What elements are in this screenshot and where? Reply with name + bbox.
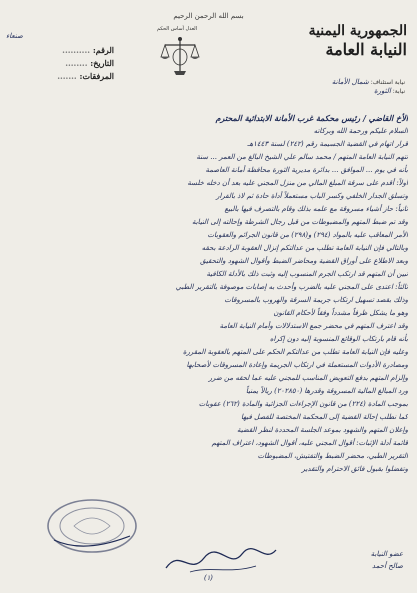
body-line: ثانياً: حاز أشياء مسروقة مع علمه بذلك وقام بالتصرف فيها بالبيع	[224, 205, 408, 213]
body-line: ومصادرة الأدوات المستعملة في ارتكاب الجريمة وإعادة المسروقات لأصحابها	[186, 361, 408, 369]
country-name: الجمهورية اليمنية	[308, 23, 407, 39]
signer-name: صالح أحمد	[372, 562, 403, 570]
body-line: وإعلان المتهم والشهود بموعد الجلسة المحددة لنظر القضية	[236, 426, 408, 434]
basmala: بسم الله الرحمن الرحيم	[173, 12, 244, 20]
official-stamp-icon	[44, 496, 140, 556]
letterhead	[0, 0, 417, 108]
appeal-office-line	[285, 78, 405, 87]
authority-title-block	[267, 22, 407, 60]
branch-office-value: الثورة	[374, 87, 391, 95]
body-line: وبالتالي فإن النيابة العامة تطلب من عدالتكم إنزال العقوبة الرادعة بحقه	[201, 244, 408, 252]
signer-block	[203, 548, 403, 572]
body-line: وبعد الاطلاع على أوراق القضية ومحاضر الضبط وأقوال الشهود والتحقيق	[200, 257, 408, 265]
body-line: بأنه في يوم ... الموافق ... بدائرة مديرية الثورة محافظة أمانة العاصمة	[205, 166, 408, 174]
scales-of-justice-emblem-icon	[160, 35, 200, 79]
authority-name: النيابة العامة	[325, 40, 407, 59]
body-line: وتفضلوا بقبول فائق الاحترام والتقدير	[301, 465, 408, 473]
branch-office-line	[285, 87, 405, 96]
reference-number-field: الرقم: ..........	[62, 45, 114, 55]
body-line: بأنه قام بارتكاب الوقائع المنسوبة إليه دون إكراه	[269, 335, 408, 343]
appeal-office-label: نيابة استئناف:	[370, 79, 405, 86]
body-line: السلام عليكم ورحمة الله وبركاته	[313, 127, 408, 135]
office-info	[285, 78, 405, 96]
reference-number-label: الرقم:	[92, 45, 114, 55]
body-line: تبين أن المتهم قد ارتكب الجرم المنسوب إليه وثبت ذلك بالأدلة الكافية	[206, 270, 408, 278]
handwritten-body	[8, 112, 408, 552]
body-line: تتهم النيابة العامة المتهم / محمد سالم علي الشيخ البالغ من العمر ... سنة	[196, 153, 408, 161]
page-number: (١)	[203, 574, 214, 582]
body-line: قائمة أدلة الإثبات: أقوال المجني عليه، أقوال الشهود، اعتراف المتهم	[211, 439, 408, 447]
attachments-label: المرفقات:	[79, 71, 114, 81]
body-line: وقد تم ضبط المتهم والمضبوطات من قبل رجال الشرطة وإحالته إلى النيابة	[191, 218, 408, 226]
body-line: ثالثاً: اعتدى على المجني عليه بالضرب وأحدث به إصابات موصوفة بالتقرير الطبي	[175, 283, 408, 291]
body-line: الأخ القاضي / رئيس محكمة غرب الأمانة الابتدائية المحترم	[215, 113, 408, 123]
body-line: وعليه فإن النيابة العامة تطلب من عدالتكم الحكم على المتهم بالعقوبة المقررة	[182, 348, 408, 356]
appeal-office-value: شمال الأمانة	[331, 78, 369, 86]
date-field: التاريخ: ........	[65, 58, 114, 68]
body-line: وقد اعترف المتهم في محضر جمع الاستدلالات وأمام النيابة العامة	[219, 322, 408, 330]
branch-office-label: نيابة:	[392, 88, 405, 95]
body-line: ورد المبالغ المالية المسروقة وقدرها (٢٠٢٨٥٠) ريالاً يمنياً	[245, 387, 408, 395]
body-line: وتسلق الجدار الخلفي وكسر الباب مستعملاً أداة حادة ثم لاذ بالفرار	[216, 192, 408, 200]
body-line: قرار اتهام في القضية الجسيمة رقم (٢٤٢) لسنة ١٤٤٣هـ	[247, 140, 408, 148]
body-line: الأمر المعاقب عليه بالمواد (٢٩٤) و(٢٩٨) من قانون الجرائم والعقوبات	[207, 231, 408, 239]
date-label: التاريخ:	[90, 58, 114, 68]
emblem-caption: العدل أساس الحكم	[156, 26, 198, 32]
body-line: بموجب المادة (٢٢٤) من قانون الإجراءات الجزائية والمادة (٢٦٢) عقوبات	[198, 400, 408, 408]
body-line: التقرير الطبي، محضر الضبط والتفتيش، المضبوطات	[257, 452, 408, 460]
body-line: وإلزام المتهم بدفع التعويض المناسب للمجني عليه عما لحقه من ضرر	[208, 374, 408, 382]
attachments-field: المرفقات: .......	[57, 71, 114, 81]
body-line: كما نطلب إحالة القضية إلى المحكمة المختصة للفصل فيها	[240, 413, 408, 421]
reference-fields	[24, 44, 114, 83]
signer-title: عضو النيابة	[370, 550, 403, 558]
body-line: وذلك بقصد تسهيل ارتكاب جريمة السرقة والهروب بالمسروقات	[224, 296, 408, 304]
corner-handwritten-note: صنعاء	[6, 32, 23, 40]
body-line: أولاً: أقدم على سرقة المبلغ المالي من منزل المجني عليه بعد أن دخله خلسة	[187, 179, 408, 187]
body-line: وهو ما يشكل ظرفاً مشدداً وفقاً لأحكام القانون	[273, 309, 408, 317]
